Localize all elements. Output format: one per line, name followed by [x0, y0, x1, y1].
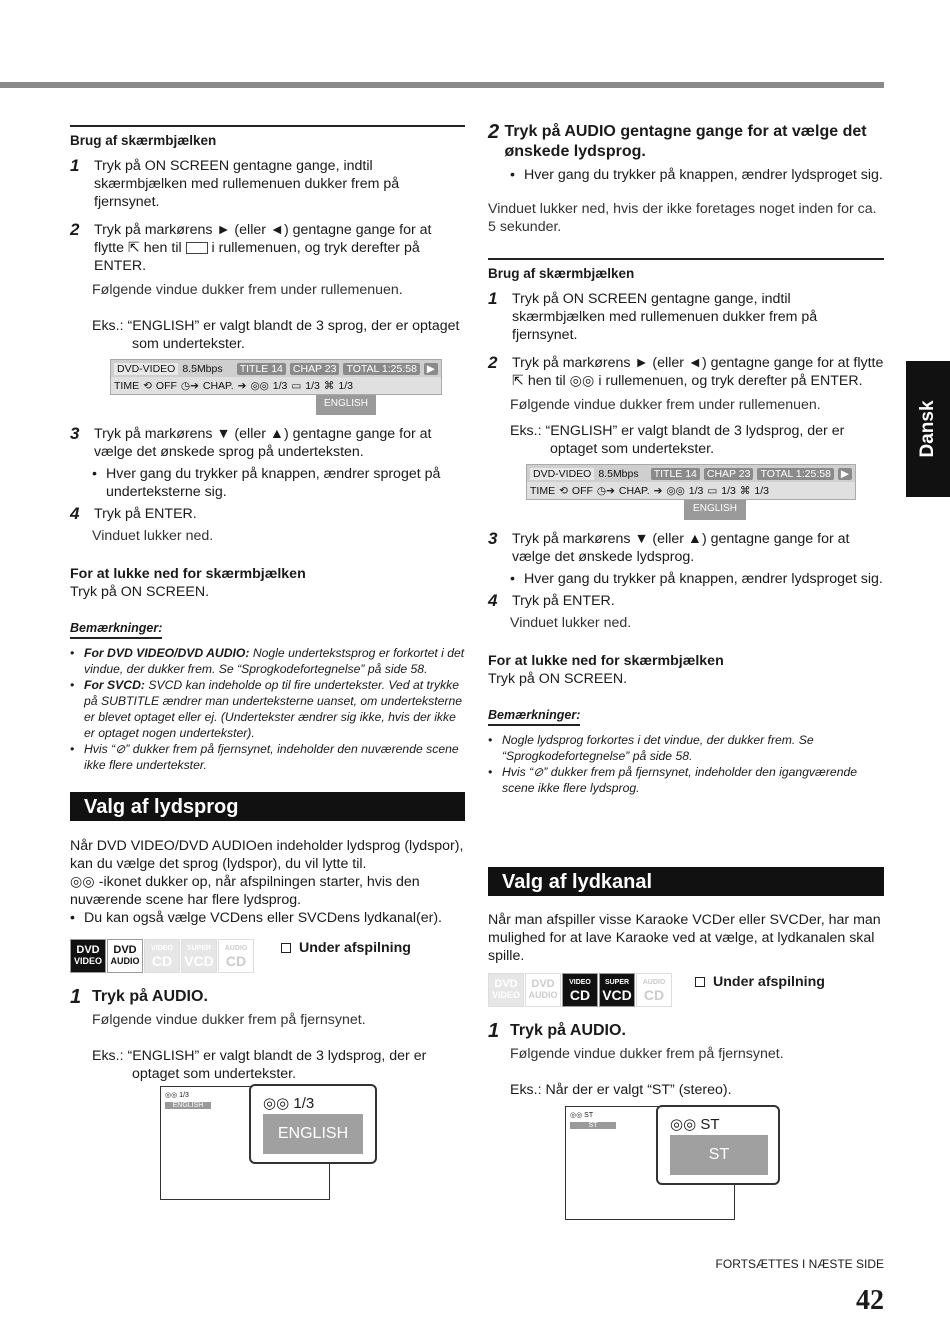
dvd-audio-logo: DVD AUDIO	[525, 973, 561, 1007]
right-step-3-bullet: • Hver gang du trykker på knappen, ændrer lydsproget sig.	[510, 571, 883, 587]
tv-zoom: ◎◎ 1/3 ENGLISH	[249, 1084, 377, 1164]
right-step-2: 2 Tryk på markørens ► (eller ◄) gentagne gange for at flytte ⇱ hen til ◎◎ i rullemenuen, og tryk derefter på ENTER.	[488, 353, 884, 389]
step-3: 3 Tryk på markørens ▼ (eller ▲) gentagne gange for at vælge det ønskede sprog på underteksten.	[70, 424, 432, 460]
step-4: 4 Tryk på ENTER.	[70, 504, 197, 523]
disc-types: DVD VIDEO DVD AUDIO VIDEO CD SUPER VCD AUDIO CD Under afspilning	[70, 939, 465, 973]
right-close-text: Tryk på ON SCREEN.	[488, 671, 628, 687]
right-example: Eks.: “ENGLISH” er valgt blandt de 3 lydsprog, der er optaget som undertekster.	[510, 423, 845, 457]
pointer-icon: ⇱	[512, 373, 524, 389]
right-step-1: 1 Tryk på ON SCREEN gentagne gange, indtil skærmbjælken med rullemenuen dukker frem på fjernsynet.	[488, 289, 818, 343]
right-note-2: • Hvis “⊘” dukker frem på fjernsynet, indeholder den igangværende scene ikke flere lydsprog.	[488, 765, 858, 795]
right-notes-heading: Bemærkninger:	[488, 708, 580, 726]
pointer-icon: ⇱	[127, 240, 140, 256]
super-vcd-logo: SUPER VCD	[181, 939, 217, 973]
tv-screen: ◎◎ 1/3 ENGLISH	[160, 1086, 330, 1200]
popup-menu-right: ENGLISH	[684, 500, 746, 520]
step-2: 2 Tryk på markørens ► (eller ◄) gentagne gange for at flytte ⇱ hen til i rullemenuen, og tryk derefter på ENTER.	[70, 220, 432, 274]
right-step-4: 4 Tryk på ENTER.	[488, 591, 615, 610]
lydsprog-section: Når DVD VIDEO/DVD AUDIOen indeholder lydsprog (lydspor), kan du vælge det sprog (lydspor), du vil lytte til. ◎◎ -ikonet dukker op, når afspilningen starter, hvis den nuværende scene har flere lydsprog. • Du kan også vælge VCDens eller SVCDens lydkanal(er). DVD VIDEO DVD AUDIO VIDEO CD SUPER VCD AUDIO CD Under afspilning 1 Tryk på AUDIO. Følgende vindue dukker frem på fjernsynet. Eks.: “ENGLISH” er valgt blandt de 3 lydsprog, der er optaget som undertekster.	[70, 838, 464, 1082]
lydkanal-section	[488, 911, 884, 1099]
right-column	[488, 122, 884, 796]
audio-cd-logo: AUDIO CD	[636, 973, 672, 1007]
right-close-heading: For at lukke ned for skærmbjælken	[488, 653, 724, 669]
dvd-video-logo: DVD VIDEO	[70, 939, 106, 973]
language-tab: Dansk	[906, 361, 950, 497]
section-banner: Valg af lydsprog	[70, 792, 465, 821]
audio-icon: ◎◎	[569, 373, 595, 389]
dvd-audio-logo: DVD AUDIO	[107, 939, 143, 973]
onscreen-bar: DVD-VIDEO 8.5Mbps TITLE 14 CHAP 23 TOTAL 1:25:58 ▶ TIME ⟲ OFF ◷➔ CHAP. ➔ ◎◎ 1/3 ▭ 1/3 ⌘ 1/3 ENGLISH	[110, 359, 442, 419]
right-step-2-note: Følgende vindue dukker frem under rullemenuen.	[510, 397, 821, 413]
note-3: • Hvis “⊘” dukker frem på fjernsynet, indeholder den nuværende scene ikke flere undertekster.	[70, 742, 459, 772]
section-banner-right: Valg af lydkanal	[488, 867, 884, 896]
section-heading: Brug af skærmbjælken	[70, 125, 465, 148]
step-2-note: Følgende vindue dukker frem under rullemenuen.	[92, 282, 403, 298]
tv-zoom-right: ◎◎ ST ST	[656, 1105, 780, 1185]
example-text: Eks.: “ENGLISH” er valgt blandt de 3 sprog, der er optaget som undertekster.	[92, 318, 460, 352]
step-3-bullet: • Hver gang du trykker på knappen, ændrer sproget på underteksterne sig.	[92, 466, 441, 500]
channel-step-1-note: Følgende vindue dukker frem på fjernsynet.	[510, 1046, 784, 1062]
tv-screen-right: ◎◎ ST ST	[565, 1106, 735, 1220]
intro-text: Når DVD VIDEO/DVD AUDIOen indeholder lydsprog (lydspor), kan du vælge det sprog (lydspor), du vil lytte til.	[70, 838, 464, 872]
step-4-note: Vinduet lukker ned.	[92, 528, 214, 544]
notes-heading: Bemærkninger:	[70, 621, 162, 639]
audio-icon: ◎◎	[70, 874, 95, 890]
audio-step-2-bullet: • Hver gang du trykker på knappen, ændrer lydsproget sig.	[510, 167, 883, 183]
section-heading-right: Brug af skærmbjælken	[488, 258, 884, 281]
timeout-note: Vinduet lukker ned, hvis der ikke foretages noget inden for ca. 5 sekunder.	[488, 201, 877, 235]
right-intro: Når man afspiller visse Karaoke VCDer eller SVCDer, har man mulighed for at lave Karaoke ved at vælge, at lydkanalen skal spille.	[488, 912, 881, 964]
page-number: 42	[856, 1285, 884, 1316]
popup-menu: ENGLISH	[316, 395, 376, 415]
audio-example: Eks.: “ENGLISH” er valgt blandt de 3 lydsprog, der er optaget som undertekster.	[92, 1048, 427, 1082]
dvd-video-logo: DVD VIDEO	[488, 973, 524, 1007]
step-1: 1 Tryk på ON SCREEN gentagne gange, indtil skærmbjælken med rullemenuen dukker frem på fjernsynet.	[70, 156, 400, 210]
video-cd-logo: VIDEO CD	[144, 939, 180, 973]
right-note-1: • Nogle lydsprog forkortes i det vindue, der dukker frem. Se “Sprogkodefortegnelse” på side 58.	[488, 733, 814, 763]
note-1: • For DVD VIDEO/DVD AUDIO: Nogle undertekstsprog er forkortet i det vindue, der dukker frem. Se “Sprogkodefortegnelse” på side 58.	[70, 646, 465, 676]
audio-step-2: 2 Tryk på AUDIO gentagne gange for at vælge det ønskede lydsprog.	[488, 121, 867, 160]
close-text: Tryk på ON SCREEN.	[70, 584, 210, 600]
disc-types-right: DVD VIDEO DVD AUDIO VIDEO CD SUPER VCD AUDIO CD Under afspilning	[488, 973, 884, 1007]
audio-cd-logo: AUDIO CD	[218, 939, 254, 973]
right-step-3: 3 Tryk på markørens ▼ (eller ▲) gentagne gange for at vælge det ønskede lydsprog.	[488, 529, 850, 565]
continues-text: FORTSÆTTES I NÆSTE SIDE	[715, 1257, 884, 1271]
video-cd-logo: VIDEO CD	[562, 973, 598, 1007]
channel-example: Eks.: Når der er valgt “ST” (stereo).	[510, 1082, 732, 1098]
audio-step-1: 1 Tryk på AUDIO.	[70, 986, 208, 1008]
close-heading: For at lukke ned for skærmbjælken	[70, 566, 306, 582]
subtitle-icon	[186, 242, 208, 254]
audio-step-1-note: Følgende vindue dukker frem på fjernsynet.	[92, 1012, 366, 1028]
super-vcd-logo: SUPER VCD	[599, 973, 635, 1007]
left-column	[70, 125, 465, 773]
channel-step-1: 1 Tryk på AUDIO.	[488, 1020, 626, 1042]
right-step-4-note: Vinduet lukker ned.	[510, 615, 632, 631]
top-rule	[0, 82, 884, 88]
note-2: • For SVCD: SVCD kan indeholde op til fire undertekster. Ved at trykke på SUBTITLE ændrer man underteksterne uanset, om underteksterne er blevet optaget eller ej. (Undertekster ændrer sig ikke, hvis der ikke er optaget nogen undertekster).	[70, 678, 463, 740]
onscreen-bar-right: DVD-VIDEO 8.5Mbps TITLE 14 CHAP 23 TOTAL 1:25:58 ▶ TIME ⟲ OFF ◷➔ CHAP. ➔ ◎◎ 1/3 ▭ 1/3 ⌘ 1/3 ENGLISH	[526, 464, 856, 524]
